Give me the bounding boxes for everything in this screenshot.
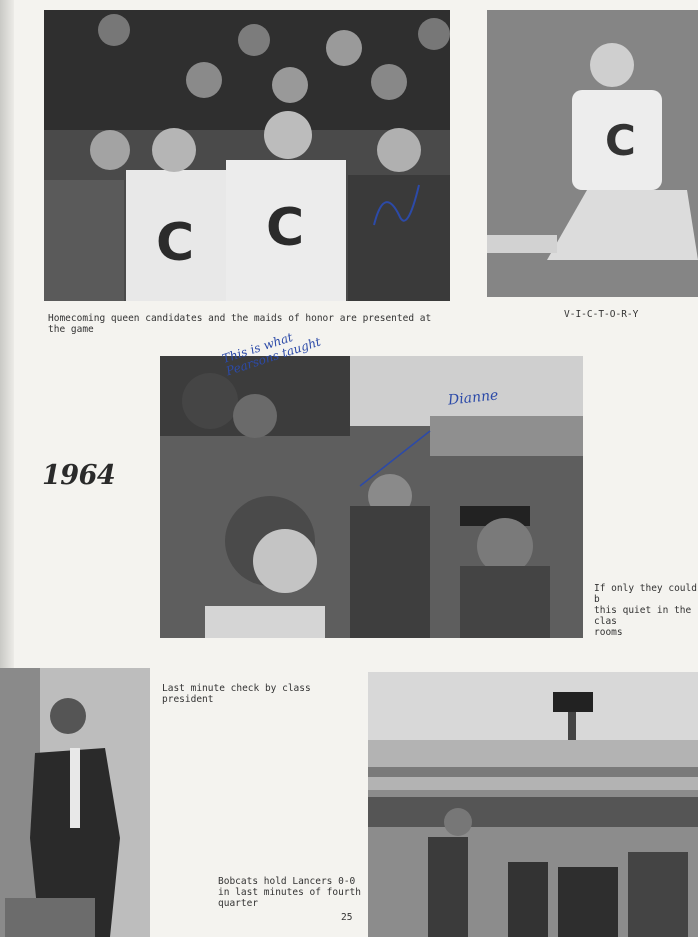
photo-stadium-crowd: [368, 672, 698, 937]
caption-quiet: If only they could b this quiet in the clas rooms: [594, 583, 697, 638]
caption-class-check: Last minute check by class president: [162, 683, 311, 705]
sweater-letter-c: C: [266, 198, 305, 258]
photo-crowd: [160, 356, 583, 638]
year-label: 1964: [42, 460, 116, 491]
page-number: 25: [341, 912, 353, 923]
caption-victory: V-I-C-T-O-R-Y: [564, 309, 639, 320]
caption-bobcats: Bobcats hold Lancers 0-0 in last minutes of fourth quarter: [218, 876, 361, 909]
sweater-letter-c: C: [605, 116, 636, 165]
photo-cheerleader: [487, 10, 698, 297]
sweater-letter-c: C: [156, 213, 195, 273]
signature-crowd-top: This is what Pearsons taught: [220, 330, 323, 379]
signature-crowd-name: Dianne: [447, 387, 500, 409]
photo-homecoming-candidates: [44, 10, 450, 301]
caption-homecoming: Homecoming queen candidates and the maids of honor are presented at the game: [48, 313, 432, 335]
photo-class-president: [0, 668, 150, 937]
